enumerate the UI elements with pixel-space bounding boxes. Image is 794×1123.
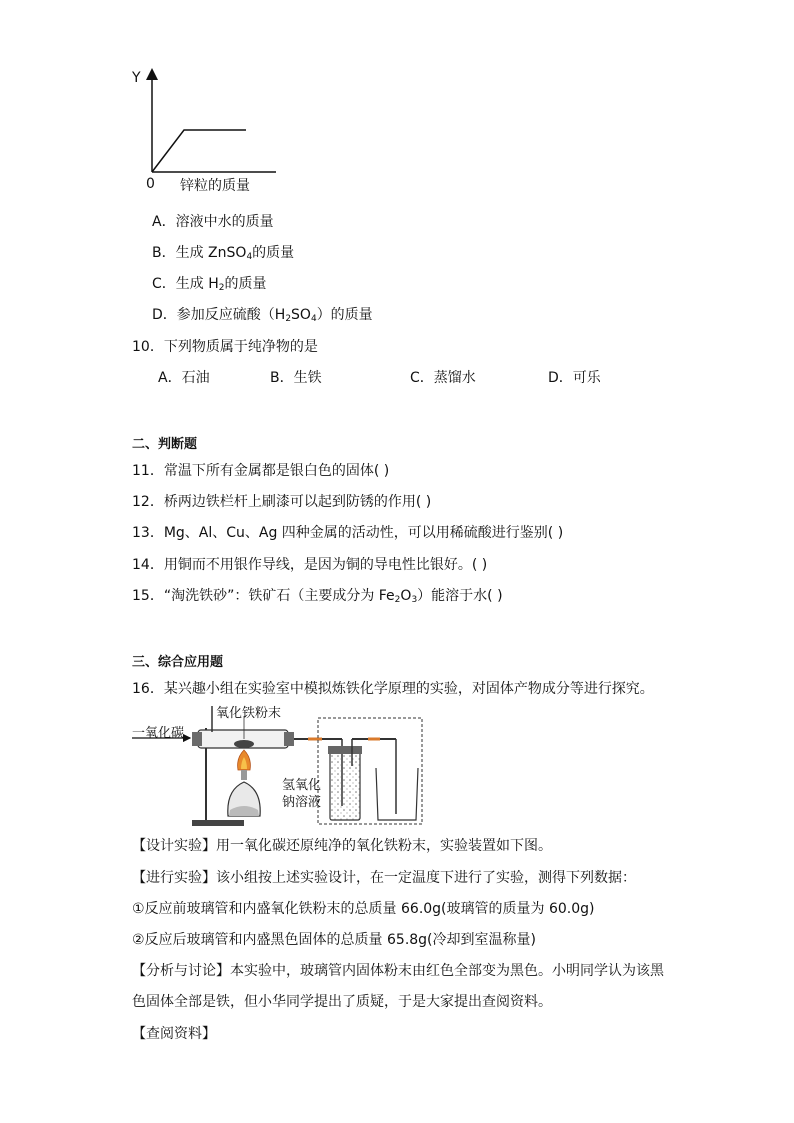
right-stopper — [284, 732, 294, 746]
q10-option-b: B．生铁 — [270, 370, 322, 386]
analysis-line1: 【分析与讨论】本实验中，玻璃管内固体粉末由红色全部变为黑色。小明同学认为该黑 — [132, 963, 664, 979]
x-axis-label: 锌粒的质量 — [180, 178, 250, 194]
q10-stem: 10．下列物质属于纯净物的是 — [132, 339, 318, 355]
data-before: ①反应前玻璃管和内盛氧化铁粉末的总质量 66.0g(玻璃管的质量为 60.0g) — [132, 901, 595, 917]
data-after: ②反应后玻璃管和内盛黑色固体的总质量 65.8g(冷却到室温称量) — [132, 932, 536, 948]
q16-stem: 16．某兴趣小组在实验室中模拟炼铁化学原理的实验，对固体产物成分等进行探究。 — [132, 681, 654, 697]
beaker — [376, 768, 418, 820]
y-axis-label: Y — [132, 70, 141, 86]
q9-option-b: B．生成 ZnSO$_4$的质量 — [152, 245, 295, 262]
q14: 14．用铜而不用银作导线，是因为铜的导电性比银好。( ) — [132, 557, 488, 573]
co-label: 一氧化碳 — [132, 726, 185, 741]
design-experiment: 【设计实验】用一氧化碳还原纯净的氧化铁粉末，实验装置如下图。 — [132, 838, 552, 854]
q9-option-a: A．溶液中水的质量 — [152, 214, 274, 230]
stand-base — [192, 820, 244, 826]
q15: 15．“淘洗铁砂”：铁矿石（主要成分为 $Fe_2O_3$）能溶于水( ) — [132, 588, 503, 605]
section3-title: 三、综合应用题 — [132, 655, 224, 670]
q10-option-a: A．石油 — [158, 370, 210, 386]
naoh-bottle — [330, 750, 360, 820]
q13: 13．Mg、Al、Cu、Ag 四种金属的活动性，可以用稀硫酸进行鉴别( ) — [132, 525, 564, 541]
zinc-mass-graph — [128, 60, 278, 200]
naoh-label-line2: 钠溶液 — [282, 795, 322, 810]
analysis-line2: 色固体全部是铁，但小华同学提出了质疑，于是大家提出查阅资料。 — [132, 994, 552, 1010]
q10-option-c: C．蒸馏水 — [410, 370, 476, 386]
naoh-label-line1: 氢氧化 — [282, 778, 322, 793]
q11: 11．常温下所有金属都是银白色的固体( ) — [132, 463, 390, 479]
q12: 12．桥两边铁栏杆上刷漆可以起到防锈的作用( ) — [132, 494, 432, 510]
left-stopper — [192, 732, 202, 746]
lookup-heading: 【查阅资料】 — [132, 1026, 216, 1042]
section2-title: 二、判断题 — [132, 437, 198, 452]
graph-curve — [152, 130, 246, 172]
q10-option-d: D．可乐 — [548, 370, 601, 386]
iron-oxide-powder — [234, 740, 254, 748]
q9-option-c: C．生成 $H_2$的质量 — [152, 276, 267, 293]
origin-label: 0 — [146, 176, 155, 192]
conduct-experiment: 【进行实验】该小组按上述实验设计，在一定温度下进行了实验，测得下列数据： — [132, 870, 636, 886]
q9-option-d: D．参加反应硫酸$(H_2SO_4)$的质量 — [152, 307, 373, 324]
experiment-apparatus — [132, 706, 432, 830]
apparatus-svg — [132, 706, 432, 830]
fe2o3-label: 氧化铁粉末 — [216, 706, 282, 721]
